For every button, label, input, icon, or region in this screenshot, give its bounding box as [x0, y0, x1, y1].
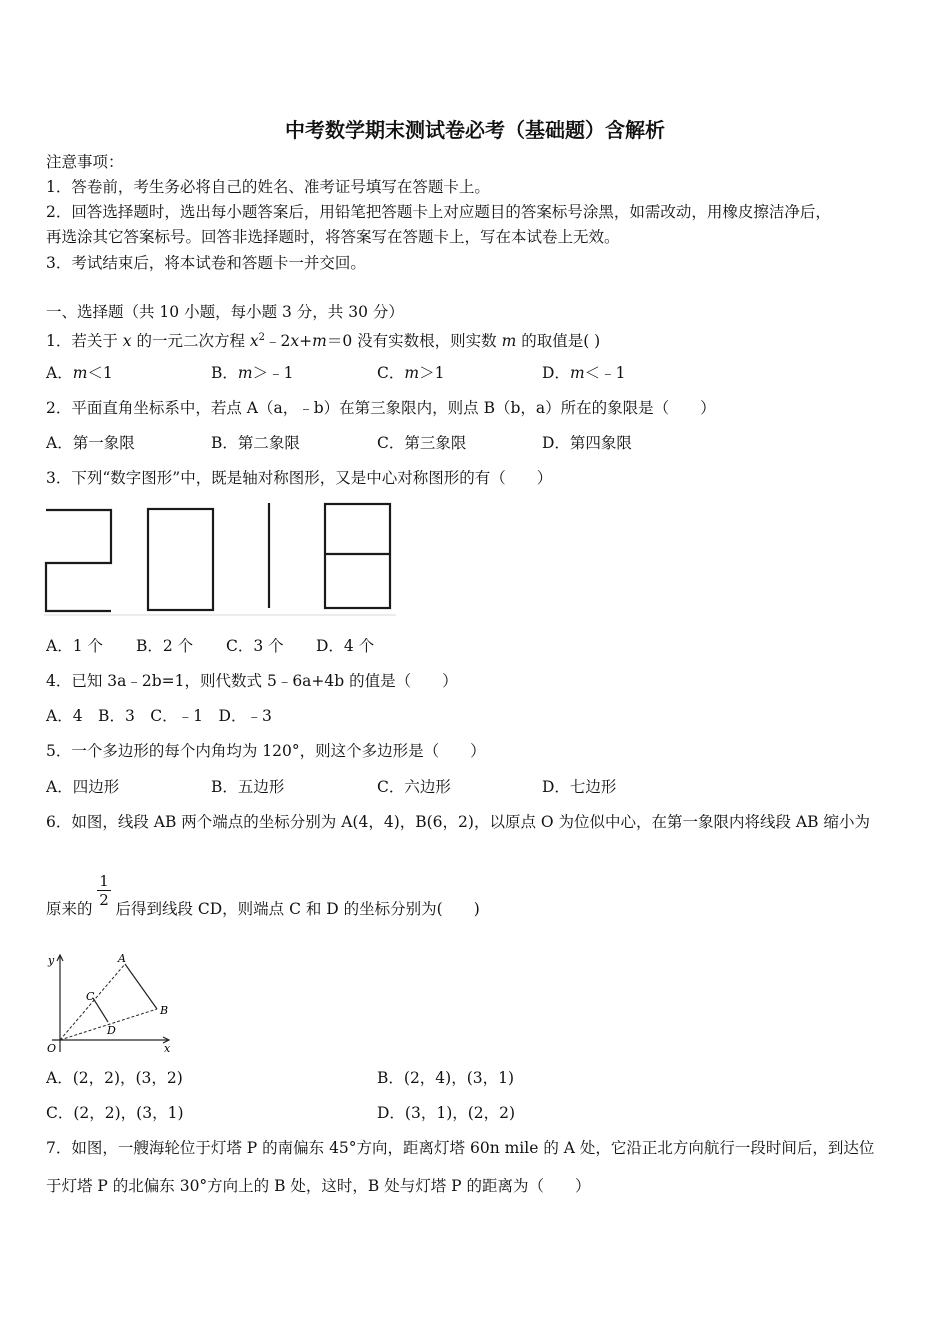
label-y: y [48, 954, 55, 967]
q2-option-a[interactable]: A．第一象限 [46, 434, 135, 452]
q2-option-c[interactable]: C．第三象限 [377, 434, 467, 452]
label-c: C [86, 990, 95, 1003]
section-heading: 一、选择题（共 10 小题，每小题 3 分，共 30 分） [46, 303, 404, 321]
notice-item: 3．考试结束后，将本试卷和答题卡一并交回。 [46, 254, 366, 272]
question-5: 5．一个多边形的每个内角均为 120°，则这个多边形是（ ） [46, 742, 486, 760]
label-o: O [47, 1042, 57, 1055]
question-7-continued: 于灯塔 P 的北偏东 30°方向上的 B 处，这时，B 处与灯塔 P 的距离为（ ） [46, 1177, 591, 1195]
q6-option-c[interactable]: C．(2，2)，(3，1) [46, 1104, 184, 1122]
q3-option-d[interactable]: D．4 个 [316, 637, 375, 655]
question-6-continued: 原来的 后得到线段 CD，则端点 C 和 D 的坐标分别为( ) [46, 900, 480, 918]
digit-0-shape [148, 509, 213, 610]
notice-item: 1．答卷前，考生务必将自己的姓名、准考证号填写在答题卡上。 [46, 178, 490, 196]
label-b: B [160, 1004, 169, 1017]
digit-2-shape [46, 510, 111, 611]
label-d: D [107, 1024, 116, 1037]
notice-item: 2．回答选择题时，选出每小题答案后，用铅笔把答题卡上对应题目的答案标号涂黑，如需改动，用橡皮擦洁净后， [46, 203, 831, 221]
q6-option-a[interactable]: A．(2，2)，(3，2) [46, 1069, 183, 1087]
question-4: 4．已知 3a﹣2b=1，则代数式 5﹣6a+4b 的值是（ ） [46, 672, 458, 690]
digit-figure-2018 [44, 500, 396, 618]
q1-option-c[interactable]: C．m＞1 [377, 364, 445, 382]
fraction-denominator: 2 [99, 891, 109, 909]
q3-option-b[interactable]: B．2 个 [136, 637, 194, 655]
question-7: 7．如图，一艘海轮位于灯塔 P 的南偏东 45°方向，距离灯塔 60n mile 的 A 处，它沿正北方向航行一段时间后，到达位 [46, 1139, 875, 1157]
coordinate-figure [40, 952, 180, 1058]
digit-8-shape [325, 504, 390, 608]
segment-cd [93, 998, 108, 1022]
q1-option-b[interactable]: B．m＞﹣1 [211, 364, 294, 382]
question-2: 2．平面直角坐标系中，若点 A（a，﹣b）在第三象限内，则点 B（b，a）所在的象限是（ ） [46, 399, 716, 417]
segment-ab [125, 964, 157, 1009]
q5-option-c[interactable]: C．六边形 [377, 778, 451, 796]
label-x: x [164, 1042, 171, 1055]
q2-option-d[interactable]: D．第四象限 [542, 434, 632, 452]
q5-option-d[interactable]: D．七边形 [542, 778, 617, 796]
q1-option-a[interactable]: A．m＜1 [46, 364, 113, 382]
question-6: 6．如图，线段 AB 两个端点的坐标分别为 A(4，4)，B(6，2)，以原点 O 为位似中心，在第一象限内将线段 AB 缩小为 [46, 813, 870, 831]
q5-option-b[interactable]: B．五边形 [211, 778, 285, 796]
notice-heading: 注意事项： [46, 153, 124, 171]
notice-item: 再选涂其它答案标号。回答非选择题时，将答案写在答题卡上，写在本试卷上无效。 [46, 228, 620, 246]
page-title: 中考数学期末测试卷必考（基础题）含解析 [285, 118, 665, 142]
q1-option-d[interactable]: D．m＜﹣1 [542, 364, 626, 382]
q4-options[interactable]: A．4 B．3 C．﹣1 D．﹣3 [46, 707, 272, 725]
question-3: 3．下列“数字图形”中，既是轴对称图形，又是中心对称图形的有（ ） [46, 469, 553, 487]
question-1: 1．若关于 x 的一元二次方程 $x^2﹣2x+m=0$ 没有实数根，则实数 m 的取值是( ) [46, 332, 601, 351]
fraction-numerator: 1 [99, 872, 109, 890]
label-a: A [118, 952, 126, 965]
q3-option-c[interactable]: C．3 个 [226, 637, 284, 655]
q2-option-b[interactable]: B．第二象限 [211, 434, 300, 452]
q6-option-b[interactable]: B．(2，4)，(3，1) [377, 1069, 515, 1087]
q3-option-a[interactable]: A．1 个 [46, 637, 103, 655]
q6-option-d[interactable]: D．(3，1)，(2，2) [377, 1104, 516, 1122]
q5-option-a[interactable]: A．四边形 [46, 778, 120, 796]
